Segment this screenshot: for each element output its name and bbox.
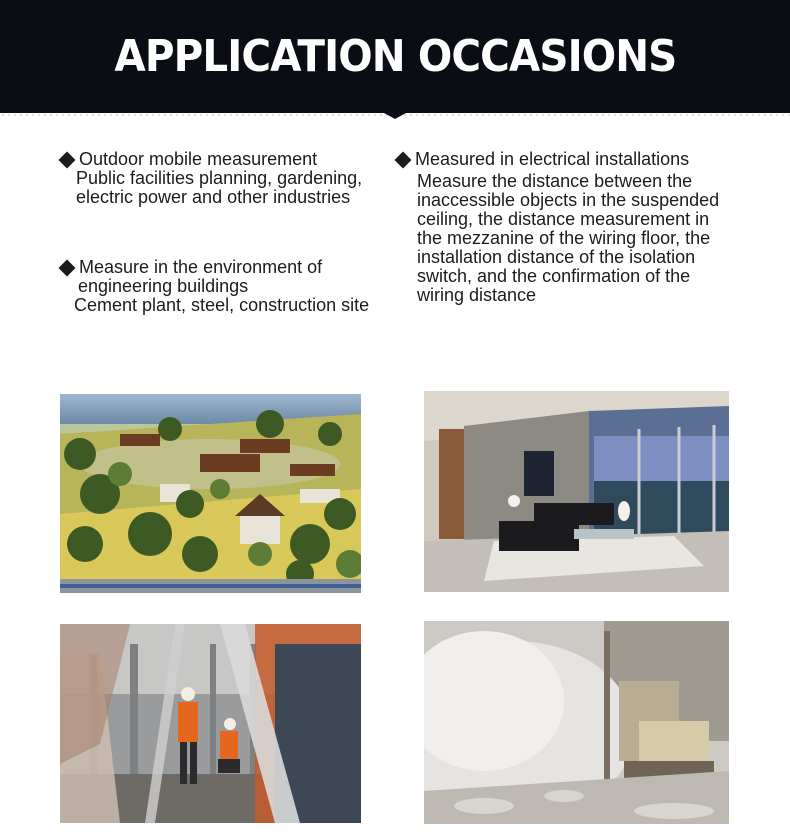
- section-subline: Cement plant, steel, construction site: [74, 295, 370, 315]
- section-line: Public facilities planning, gardening,: [76, 168, 363, 188]
- section-line: Measure the distance between the: [417, 171, 693, 191]
- photo-construction-surveyors: [60, 624, 361, 823]
- section-line: switch, and the confirmation of the: [417, 266, 691, 286]
- diamond-bullet-icon: [59, 260, 76, 277]
- section-heading: Measured in electrical installations: [415, 149, 690, 169]
- section-line: electric power and other industries: [76, 187, 351, 207]
- header-banner: [0, 0, 790, 113]
- photo-living-room: [424, 391, 729, 592]
- section-line: the mezzanine of the wiring floor, the: [417, 228, 711, 248]
- section-heading: Outdoor mobile measurement: [79, 149, 318, 169]
- section-line: inaccessible objects in the suspended: [417, 190, 720, 210]
- section-electrical: [394, 150, 754, 305]
- section-line: wiring distance: [417, 285, 537, 305]
- photo-architectural-model: [60, 394, 361, 593]
- photo-quarry-drill: [424, 621, 729, 824]
- page-title: APPLICATION OCCASIONS: [114, 30, 676, 82]
- section-buildings: [58, 258, 398, 315]
- section-heading: Measure in the environment of: [79, 257, 323, 277]
- diamond-bullet-icon: [59, 152, 76, 169]
- section-line: ceiling, the distance measurement in: [417, 209, 710, 229]
- section-outdoor: [58, 150, 398, 207]
- diamond-bullet-icon: [395, 152, 412, 169]
- section-line: engineering buildings: [78, 276, 249, 296]
- section-line: installation distance of the isolation: [417, 247, 696, 267]
